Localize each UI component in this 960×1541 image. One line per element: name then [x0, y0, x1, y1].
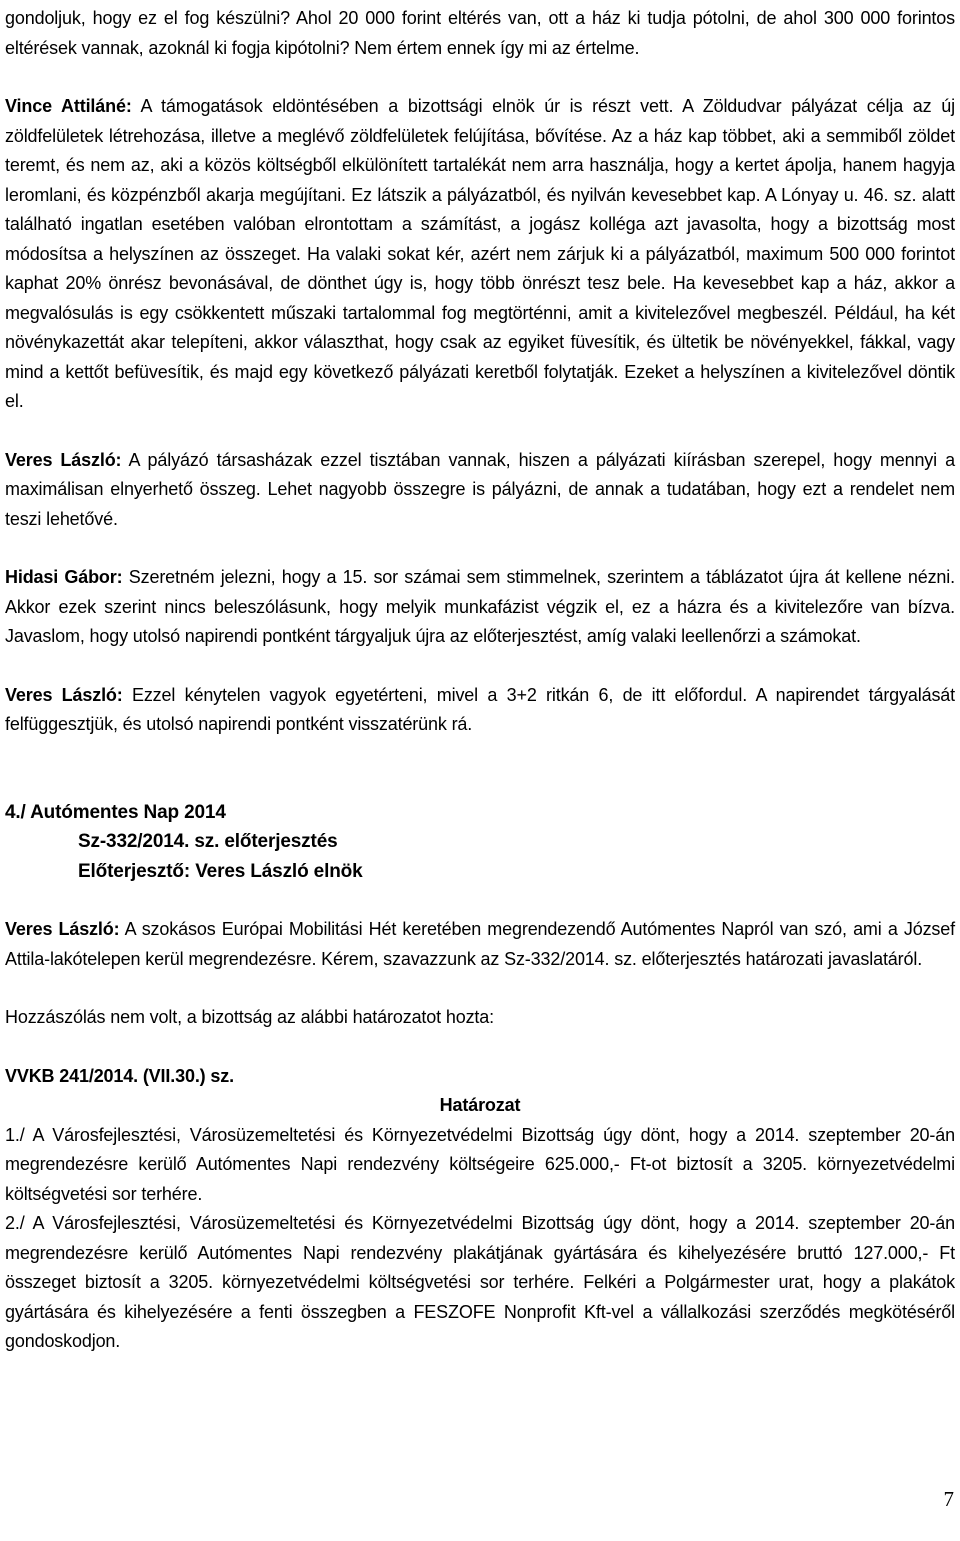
- resolution-item-1: 1./ A Városfejlesztési, Városüzemeltetési és Környezetvédelmi Bizottság úgy dönt, hogy a 2014. szeptember 20-án megrendezésre kerülő Autómentes Napi rendezvény költségeire 625.000,- Ft-ot biztosít a 3205. környezetvédelmi költségvetési sor terhére.: [5, 1124, 955, 1204]
- paragraph-veres-laszlo-3: [5, 915, 955, 974]
- paragraph-veres-laszlo-1: [5, 446, 955, 535]
- paragraph-text: Ezzel kénytelen vagyok egyetérteni, mivel a 3+2 ritkán 6, de itt előfordul. A napirendet tárgyalását felfüggesztjük, és utolsó napirendi pontként visszatérünk rá.: [5, 684, 956, 734]
- paragraph-continuation: [5, 4, 955, 63]
- spacer: [5, 974, 955, 1003]
- agenda-number: Sz-332/2014. sz. előterjesztés: [78, 831, 338, 852]
- speaker-name: Veres László:: [5, 684, 123, 705]
- paragraph-text: A szokásos Európai Mobilitási Hét keretében megrendezendő Autómentes Napról van szó, ami a József Attila-lakótelepen kerül megrendezésre. Kérem, szavazzunk az Sz-332/2014. sz. előterjesztés határozati javaslatáról.: [5, 919, 955, 969]
- spacer: [5, 886, 955, 915]
- paragraph-veres-laszlo-2: [5, 681, 955, 740]
- spacer: [5, 63, 955, 92]
- paragraph-vince-attilane: [5, 92, 955, 417]
- document-page: [5, 4, 955, 1357]
- paragraph-text: gondoljuk, hogy ez el fog készülni? Ahol 20 000 forint eltérés van, ott a ház ki tudja pótolni, de ahol 300 000 forintos eltérések vannak, azoknál ki fogja kipótolni? Nem értem ennek így mi az értelme.: [5, 8, 955, 58]
- resolution-heading: Határozat: [439, 1095, 521, 1115]
- speaker-name: Vince Attiláné:: [5, 96, 132, 116]
- spacer: [5, 534, 955, 563]
- spacer: [5, 652, 955, 681]
- paragraph-text: A pályázó társasházak ezzel tisztában vannak, hiszen a pályázati kiírásban szerepel, hogy mennyi a maximálisan elnyerhető összeg. Lehet nagyobb összegre is pályázni, de annak a tudatában, hogy ezt a rendelet nem teszi lehetővé.: [5, 449, 955, 529]
- page-number: 7: [943, 1487, 954, 1511]
- spacer: [5, 417, 955, 446]
- speaker-name: Hidasi Gábor:: [5, 567, 123, 587]
- paragraph-no-comments: Hozzászólás nem volt, a bizottság az alábbi határozatot hozta:: [5, 1007, 494, 1027]
- paragraph-hidasi-gabor: [5, 563, 955, 652]
- resolution-id: VVKB 241/2014. (VII.30.) sz.: [5, 1065, 234, 1086]
- agenda-title: 4./ Autómentes Nap 2014: [5, 801, 226, 823]
- spacer: [5, 1033, 955, 1062]
- speaker-name: Veres László:: [5, 919, 120, 939]
- speaker-name: Veres László:: [5, 449, 122, 470]
- resolution-item-2: 2./ A Városfejlesztési, Városüzemeltetési és Környezetvédelmi Bizottság úgy dönt, hogy a 2014. szeptember 20-án megrendezésre kerülő Autómentes Napi rendezvény plakátjának gyártására és kihelyezésére bruttó 127.000,- Ft összeget biztosít a 3205. környezetvédelmi költségvetési sor terhére. Felkéri a Polgármester urat, hogy a plakátok gyártására és kihelyezésére a fenti összegben a FESZOFE Nonprofit Kft-vel a vállalkozási szerződés megkötéséről gondoskodjon.: [5, 1213, 955, 1351]
- spacer: [5, 740, 955, 798]
- agenda-presenter: Előterjesztő: Veres László elnök: [78, 860, 363, 882]
- paragraph-text: A támogatások eldöntésében a bizottsági elnök úr is részt vett. A Zöldudvar pályázat célja az új zöldfelületek létrehozása, illetve a meglévő zöldfelületek felújítása, bővítése. Az a ház kap többet, aki a semmiből zöldet teremt, és nem az, aki a közös költségből elkülönített tartalékát nem arra használja, hogy a kertet ápolja, hanem hagyja leromlani, és közpénzből akarja megújítani. Ez látszik a pályázatból, és nyilván kevesebbet kap. A Lónyay u. 46. sz. alatt található ingatlan esetében valóban elrontottam a számítást, a jogász kolléga azt javasolta, hogy a bizottság most módosítsa a helyszínen az összeget. Ha valaki sokat kér, azért nem zárjuk ki a pályázatból, maximum 500 000 forintot kaphat 20% önrész bevonásával, de dönthet úgy is, hogy több önrészt tesz bele. Ha kevesebbet kap a ház, akkor a megvalósulás is egy csökkentett műszaki tartalommal fog megtörténni, amit a kivitelezővel megbeszél. Például, ha két növénykazettát akar telepíteni, akkor választhat, hogy csak az egyiket füvesítik, és ültetik be növényekkel, fákkal, vagy mind a kettőt befüvesítik, és majd egy következő pályázati keretből folytatják. Ezeket a helyszínen a kivitelezővel döntik el.: [5, 96, 955, 411]
- paragraph-text: Szeretném jelezni, hogy a 15. sor számai sem stimmelnek, szerintem a táblázatot újra át kellene nézni. Akkor ezek szerint nincs beleszólásunk, hogy melyik munkafázist végzik el, ez a házra és a kivitelezőre van bízva. Javaslom, hogy utolsó napirendi pontként tárgyaljuk újra az előterjesztést, amíg valaki leellenőrzi a számokat.: [5, 567, 955, 646]
